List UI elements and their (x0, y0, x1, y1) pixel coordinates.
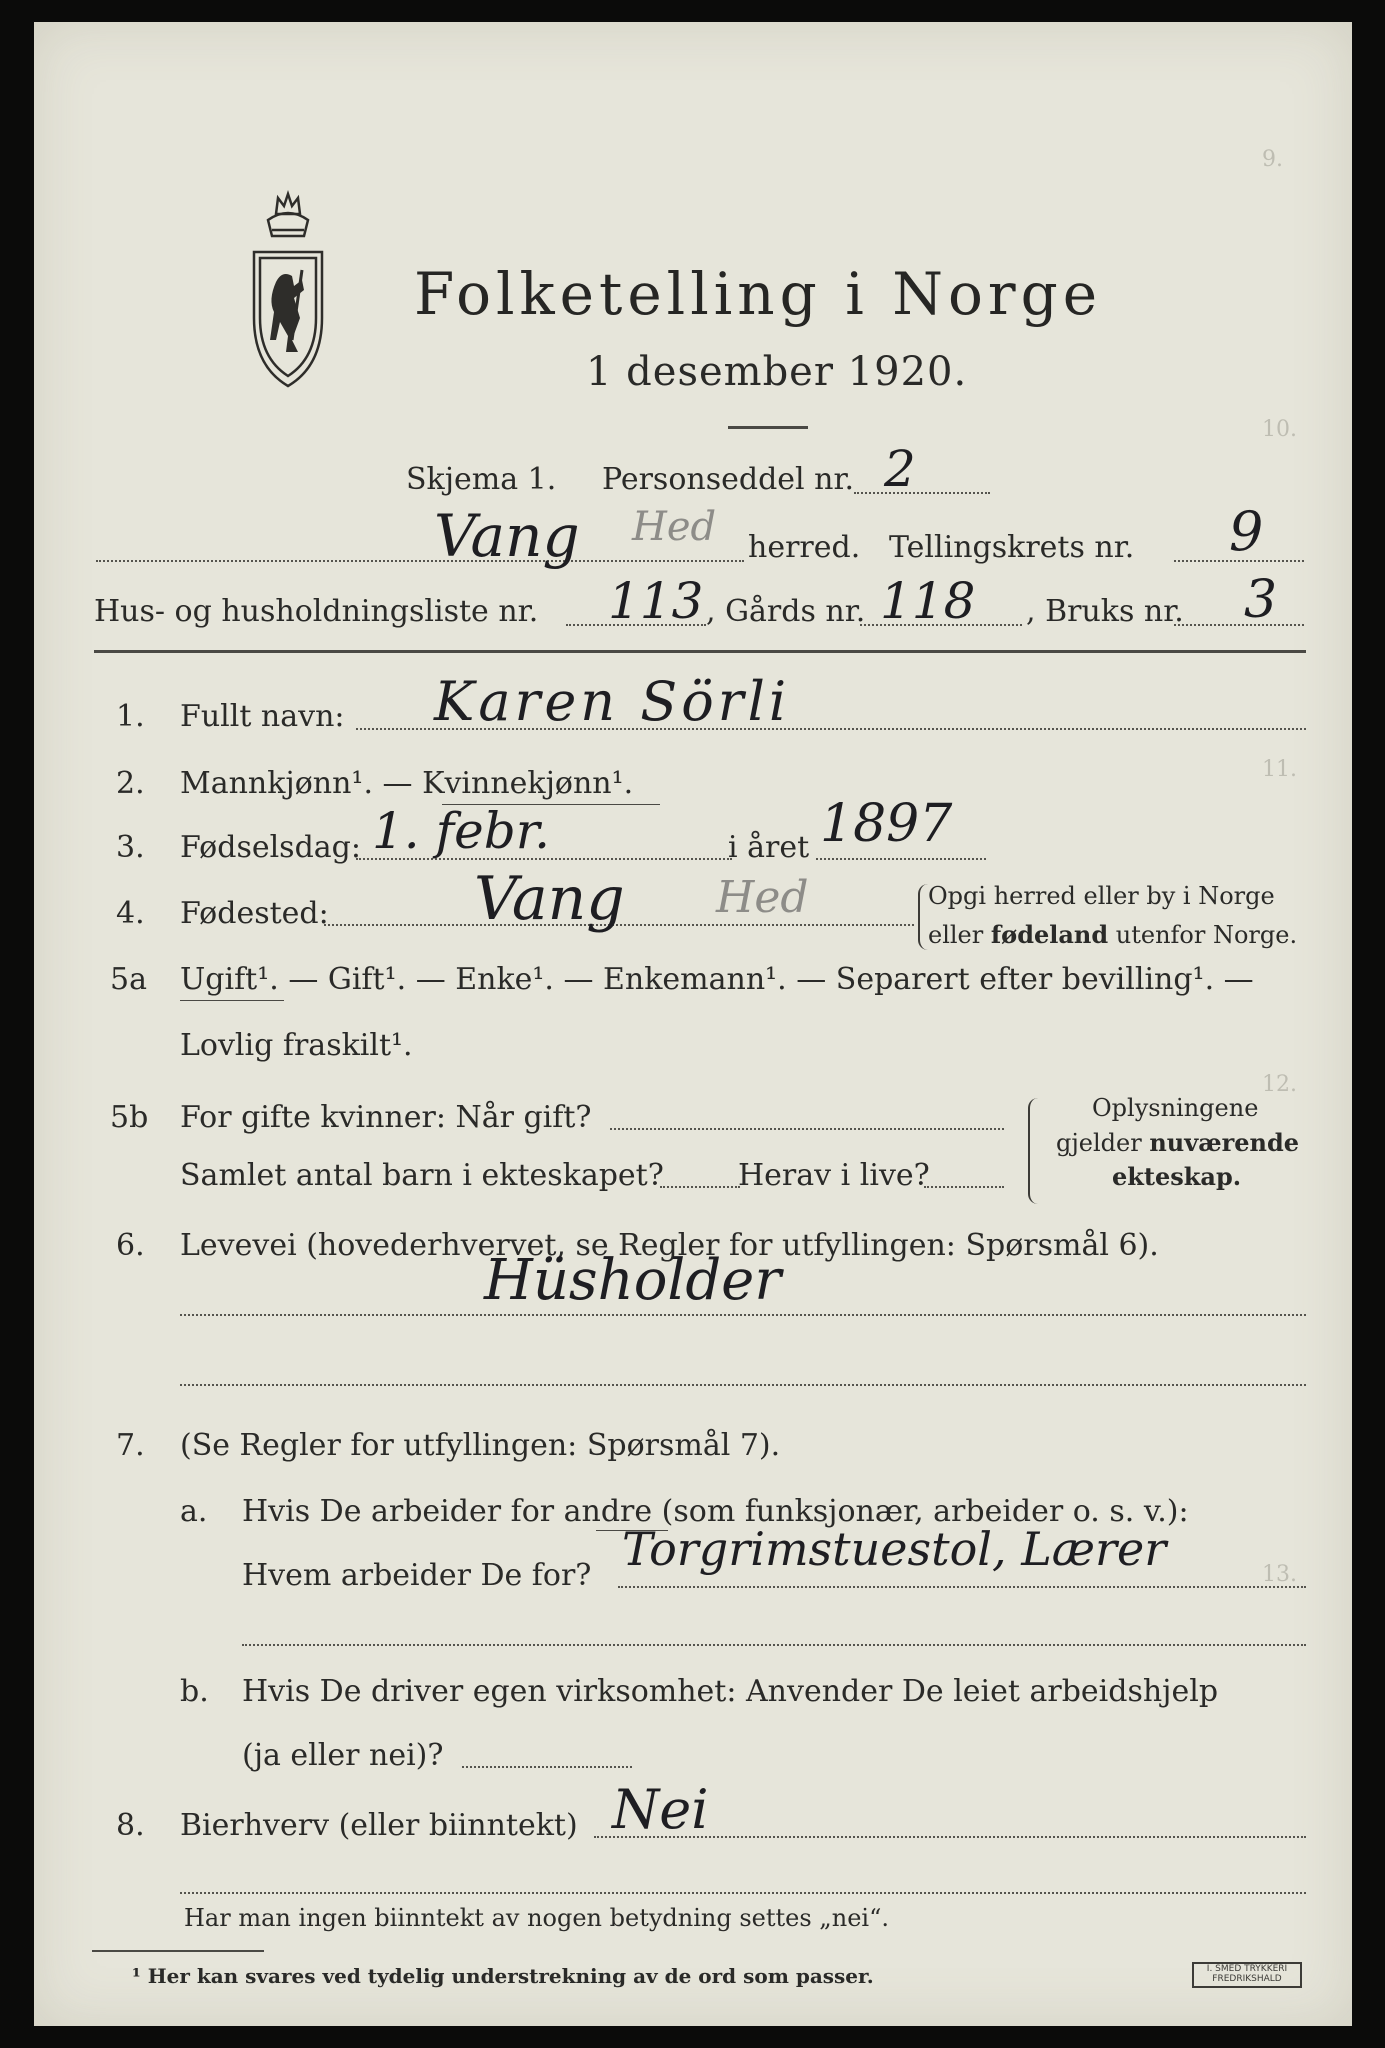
q7a-field-line2 (242, 1644, 1306, 1646)
bruks-field-line (1174, 624, 1304, 626)
footnote-text: ¹ Her kan svares ved tydelig understrekning av de ord som passer. (132, 1964, 874, 1988)
q3-number: 3. (116, 830, 145, 865)
show-through-text: 12. (1262, 1072, 1297, 1097)
personseddel-field-line (854, 492, 990, 494)
q7a-employer-value[interactable]: Torgrimstuestol, Lærer (622, 1522, 1167, 1576)
q5a-underline-ugift (180, 1000, 284, 1001)
q6-occupation-value[interactable]: Hüsholder (484, 1248, 782, 1313)
show-through-text: 13. (1262, 1562, 1297, 1587)
hus-label: Hus- og husholdningsliste nr. (94, 594, 539, 629)
q3-year-value[interactable]: 1897 (820, 794, 953, 854)
q8-side-income-value[interactable]: Nei (612, 1778, 709, 1841)
q4-brace (918, 884, 928, 950)
bruks-value[interactable]: 3 (1244, 570, 1278, 630)
title-divider (728, 426, 808, 429)
q5b-when-married-label: For gifte kvinner: Når gift? (180, 1100, 592, 1135)
q4-label: Fødested: (180, 896, 329, 931)
footnote-divider (92, 1950, 264, 1952)
q3-year-field-line (816, 858, 986, 860)
herred-label: herred. (748, 530, 861, 565)
q6-label: Levevei (hovederhvervet, se Regler for utfyllingen: Spørsmål 6). (180, 1228, 1159, 1263)
q4-note-line2: eller fødeland utenfor Norge. (928, 920, 1298, 949)
q5a-number: 5a (110, 962, 147, 997)
form-date: 1 desember 1920. (586, 349, 968, 395)
q4-birthplace-value[interactable]: Vang (474, 864, 625, 934)
q7a-letter: a. (180, 1494, 208, 1529)
q7a-label1: Hvis De arbeider for andre (som funksjonær, arbeider o. s. v.): (242, 1494, 1189, 1529)
herred-value[interactable]: Vang (434, 502, 580, 570)
side-income-note: Har man ingen biinntekt av nogen betydning settes „nei“. (184, 1904, 889, 1932)
q5b-number: 5b (110, 1100, 149, 1135)
q5b-brace (1028, 1098, 1038, 1204)
q7a-label2: Hvem arbeider De for? (242, 1558, 592, 1593)
q5a-marital-options-line2: Lovlig fraskilt¹. (180, 1028, 413, 1063)
q7b-field-line[interactable] (462, 1766, 632, 1768)
q7a-field-line (618, 1586, 1306, 1588)
q2-number: 2. (116, 766, 145, 801)
q3-birthday-value[interactable]: 1. febr. (372, 802, 551, 860)
hus-value[interactable]: 113 (608, 572, 704, 630)
q7-number: 7. (116, 1428, 145, 1463)
show-through-text: 9. (1262, 147, 1283, 172)
q8-field-line2 (180, 1892, 1306, 1894)
q7b-label2: (ja eller nei)? (242, 1738, 444, 1773)
q3-label: Fødselsdag: (180, 830, 361, 865)
q5b-alive-field[interactable] (924, 1186, 1004, 1188)
q7b-label1: Hvis De driver egen virksomhet: Anvender De leiet arbeidshjelp (242, 1674, 1219, 1709)
q5b-children-field[interactable] (660, 1186, 740, 1188)
q8-label: Bierhverv (eller biinntekt) (180, 1808, 578, 1843)
form-title: Folketelling i Norge (414, 260, 1103, 328)
tellingskrets-label: Tellingskrets nr. (889, 530, 1135, 565)
q4-pencil-note: Hed (716, 872, 809, 923)
q2-sex-options: Mannkjønn¹. — Kvinnekjønn¹. (180, 766, 634, 801)
q5b-alive-label: Herav i live? (738, 1158, 930, 1193)
q5b-note-line3: ekteskap. (1112, 1162, 1242, 1191)
show-through-text: 10. (1262, 417, 1297, 442)
q4-note-line1: Opgi herred eller by i Norge (928, 882, 1275, 910)
q7b-letter: b. (180, 1674, 209, 1709)
gards-value[interactable]: 118 (880, 572, 976, 630)
herred-pencil-note: Hed (632, 504, 717, 550)
q6-field-line2 (180, 1384, 1306, 1386)
show-through-text: 11. (1262, 757, 1297, 782)
q5b-when-married-field[interactable] (610, 1128, 1004, 1130)
printer-stamp: I. SMED TRYKKERI FREDRIKSHALD (1192, 1962, 1302, 1988)
q8-number: 8. (116, 1808, 145, 1843)
q1-label: Fullt navn: (180, 699, 345, 734)
gards-label: , Gårds nr. (706, 594, 866, 629)
coat-of-arms-icon (248, 190, 328, 412)
q5b-children-label: Samlet antal barn i ekteskapet? (180, 1158, 664, 1193)
q3-year-label: i året (728, 830, 810, 865)
personseddel-label: Personseddel nr. (602, 462, 855, 497)
q1-number: 1. (116, 699, 145, 734)
personseddel-value[interactable]: 2 (884, 440, 916, 498)
q5a-marital-options: Ugift¹. — Gift¹. — Enke¹. — Enkemann¹. — Separert efter bevilling¹. — (180, 962, 1254, 997)
tellingskrets-value[interactable]: 9 (1229, 500, 1264, 563)
q5b-note-line2: gjelder nuværende (1056, 1128, 1300, 1157)
census-form-paper (34, 22, 1352, 2026)
q4-number: 4. (116, 896, 145, 931)
skjema-label: Skjema 1. (406, 462, 557, 497)
q5b-note-line1: Oplysningene (1092, 1094, 1259, 1122)
header-divider (94, 650, 1306, 653)
herred-field-line (96, 560, 744, 562)
q7-label: (Se Regler for utfyllingen: Spørsmål 7). (180, 1428, 781, 1463)
q1-full-name-value[interactable]: Karen Sörli (434, 670, 791, 733)
bruks-label: , Bruks nr. (1026, 594, 1184, 629)
q6-number: 6. (116, 1228, 145, 1263)
q6-field-line1 (180, 1314, 1306, 1316)
